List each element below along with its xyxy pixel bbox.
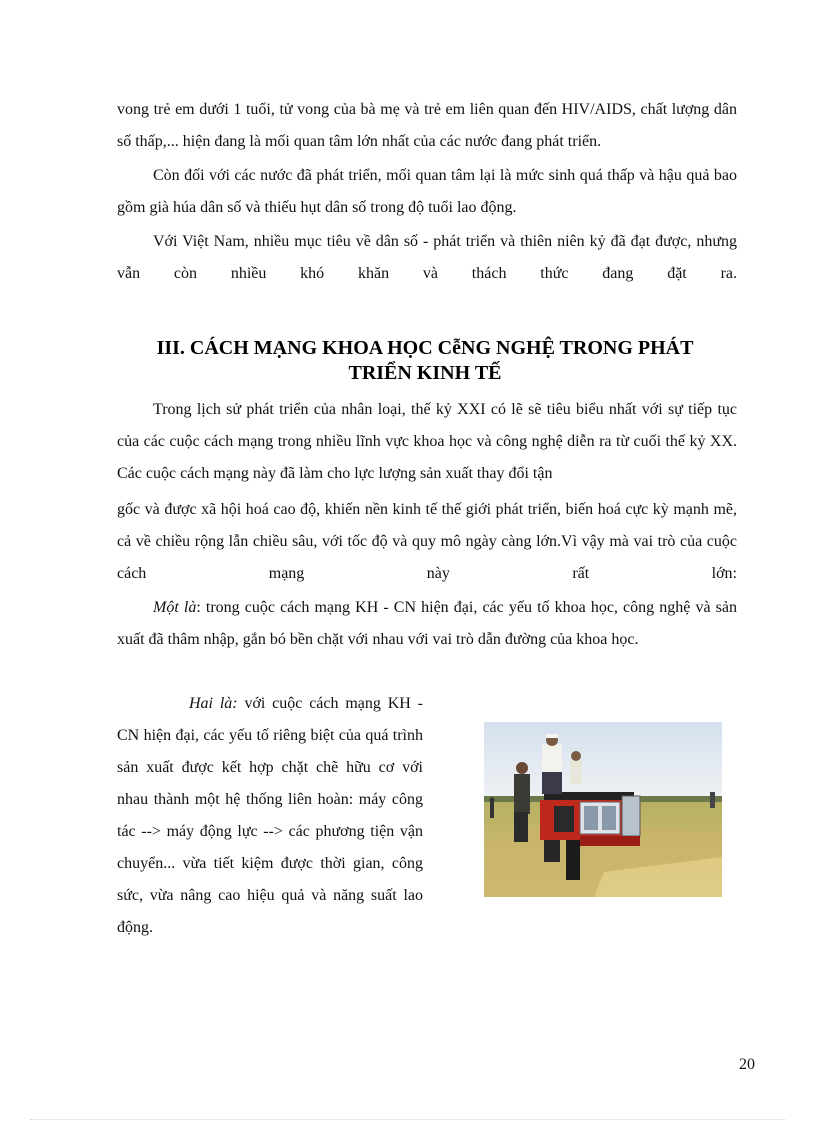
paragraph-4: Trong lịch sử phát triển của nhân loại, thế kỷ XXI có lẽ sẽ tiêu biểu nhất với sự tiếp tục của các cuộc cách mạng trong nhiều lĩnh vực khoa học và công nghệ diễn ra từ cuối thế kỷ XX. Các cuộc cách mạng này đã làm cho lực lượng sản xuất thay đổi tận — [117, 401, 737, 482]
paragraph-6-body: : trong cuộc cách mạng KH - CN hiện đại, các yếu tố khoa học, công nghệ và sản xuất đã thâm nhập, gắn bó bền chặt với nhau với vai trò dẫn đường của khoa học. — [117, 599, 738, 648]
text-block-top — [117, 94, 737, 290]
paragraph-7-body: với cuộc cách mạng KH - CN hiện đại, các yếu tố riêng biệt của quá trình sản xuất được kết hợp chặt chẽ hữu cơ với nhau thành một hệ thống liên hoàn: máy công tác --> máy động lực --> các phương tiện vận chuyển... vừa tiết kiệm được thời gian, công sức, vừa nâng cao hiệu quả và năng suất lao động. — [117, 695, 423, 936]
paragraph-3: Với Việt Nam, nhiều mục tiêu về dân số - phát triển và thiên niên kỷ đã đạt được, nhưng vẫn còn nhiều khó khăn và thách thức đang đặt ra. — [117, 233, 737, 282]
text-block-middle — [117, 394, 737, 656]
section-heading-line-2: TRIỂN KINH TẾ — [348, 362, 502, 384]
page-number: 20 — [739, 1056, 755, 1073]
paragraph-1: vong trẻ em dưới 1 tuổi, tử vong của bà mẹ và trẻ em liên quan đến HIV/AIDS, chất lượng dân số thấp,... hiện đang là mối quan tâm lớn nhất của các nước đang phát triển. — [117, 101, 737, 150]
paragraph-7 — [117, 688, 423, 944]
paragraph-6 — [117, 592, 737, 656]
text-block-wrap — [117, 688, 423, 944]
paragraph-6-lead: Một là — [153, 599, 197, 616]
paragraph-2: Còn đối với các nước đã phát triển, mối quan tâm lại là mức sinh quá thấp và hậu quả bao gồm già húa dân số và thiếu hụt dân số trong độ tuổi lao động. — [117, 167, 737, 216]
paragraph-5: gốc và được xã hội hoá cao độ, khiến nền kinh tế thế giới phát triển, biến hoá cực kỳ mạnh mẽ, cả về chiều rộng lẫn chiều sâu, với tốc độ và quy mô ngày càng lớn.Vì vậy mà vai trò của cuộc cách mạng này rất lớn: — [117, 501, 737, 582]
paragraph-7-lead: Hai là: — [189, 695, 238, 712]
section-heading — [110, 336, 740, 386]
section-heading-line-1: III. CÁCH MẠNG KHOA HỌC CễNG NGHỆ TRONG PHÁT — [156, 337, 694, 359]
harvester-photo — [484, 722, 722, 897]
bottom-divider — [30, 1119, 786, 1120]
